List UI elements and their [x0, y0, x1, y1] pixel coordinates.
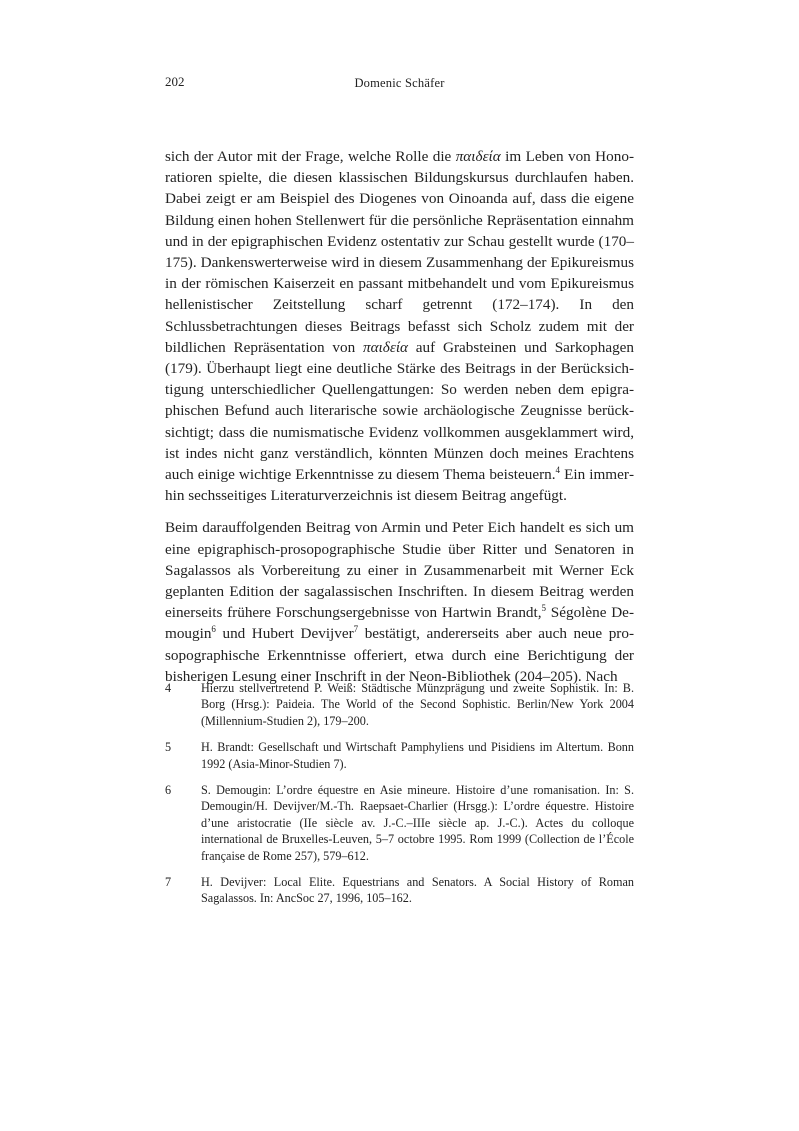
footnote-number: 5 — [165, 740, 172, 755]
footnote-text: Hierzu stellvertretend P. Weiß: Städtische Münzprägung und zweite Sophistik. In: B. Borg (Hrsg.): Paideia. The World of the Second Sophistic. Berlin/New York 2004 (Millennium-Studien 2), 179–200. — [201, 681, 634, 728]
text-run: Beim darauffolgenden Beitrag von Armin und Peter Eich handelt es sich um eine epigraphisch-prosopographische Studie über Ritter und Senatoren in Sagalassos als Vorbereitung zu einer in Zusammenarbeit mit Werner Eck geplanten Edition der sagalassischen Inschriften. In diesem Beitrag werden einerseits frühere Forschungsergebnisse von Hartwin Brandt, — [165, 519, 634, 622]
footnote-ref-6[interactable]: 6 — [211, 624, 216, 635]
paragraph-1 — [165, 146, 634, 506]
footnote-ref-7[interactable]: 7 — [353, 624, 359, 635]
text-run: im Leben von Honoratioren spielte, die diesen klassischen Bildungskursus durchlaufen haben. Dabei zeigt er am Beispiel des Diogenes von Oinoanda auf, dass die eigene Bildung einen hohen Stellenwert für die persönliche Repräsentation einnahm und in der epigraphischen Evidenz ostentativ zur Schau gestellt wurde (170–175). Dankenswerterweise wird in diesem Zusammenhang der Epikureismus in der römischen Kaiserzeit en passant mitbehandelt und vom Epikureismus hellenistischer Zeitstellung scharf getrennt (172–174). In den Schlussbetrachtungen dieses Beitrags befasst sich Scholz zudem mit der bildlichen Repräsentation von — [165, 148, 634, 356]
footnote — [165, 874, 634, 907]
greek-term: παιδεία — [455, 148, 501, 165]
footnote — [165, 782, 634, 864]
footnote-text: S. Demougin: L’ordre équestre en Asie mineure. Histoire d’une romanisation. In: S. Demougin/H. Devijver/M.-Th. Raepsaet-Charlier (Hrsgg.): L’ordre équestre. Histoire d’une aristocratie (IIe siècle av. J.-C.–IIIe siècle ap. J.-C.). Actes du colloque international de Bruxelles-Leuven, 5–7 octobre 1995. Rom 1999 (Collection de l’École française de Rome 257), 579–612. — [201, 783, 634, 863]
footnote-ref-5[interactable]: 5 — [541, 603, 547, 614]
footnote-number: 6 — [165, 783, 172, 798]
text-run: auf Grabsteinen und Sarkophagen (179). Überhaupt liegt eine deutliche Stärke des Beitrags in der Berücksichtigung unterschiedlicher Quellengattungen: So werden neben dem epigraphischen Befund auch literarische sowie archäologische Zeugnisse berücksichtigt; dass die numismatische Evidenz vollkommen ausgeklammert wird, ist indes nicht ganz verständlich, könnten Münzen doch meines Erachtens auch einige wichtige Erkenntnisse zu diesem Thema beisteuern. — [165, 338, 634, 484]
text-run: Ein immerhin sechsseitiges Literaturverzeichnis ist diesem Beitrag angefügt. — [165, 466, 634, 505]
text-run: bestätigt, andererseits aber auch neue prosopographische Erkenntnisse offeriert, etwa durch eine Berichtigung der bisherigen Lesung einer Inschrift in der Neon-Bibliothek (204–205). Nach — [165, 625, 634, 685]
footnote-ref-4[interactable]: 4 — [555, 465, 561, 476]
text-run: Ségolène Demougin — [165, 604, 634, 643]
footnote-number: 4 — [165, 681, 172, 695]
footnote-text: H. Brandt: Gesellschaft und Wirtschaft Pamphyliens und Pisidiens im Altertum. Bonn 1992 (Asia-Minor-Studien 7). — [201, 740, 634, 771]
footnote — [165, 739, 634, 772]
greek-term: παιδεία — [362, 338, 409, 356]
footnote-text: H. Devijver: Local Elite. Equestrians and Senators. A Social History of Roman Sagalassos. In: AncSoc 27, 1996, 105–162. — [201, 875, 634, 906]
footnotes — [165, 680, 634, 917]
main-text — [165, 146, 634, 687]
footnote-number: 7 — [165, 875, 172, 890]
text-run: sich der Autor mit der Frage, welche Rolle die — [165, 148, 456, 165]
text-run: und Hubert Devijver — [215, 625, 354, 643]
footnote — [165, 680, 634, 729]
page-number: 202 — [165, 74, 185, 89]
running-header-author: Domenic Schäfer — [354, 76, 445, 90]
paragraph-2 — [165, 517, 634, 687]
